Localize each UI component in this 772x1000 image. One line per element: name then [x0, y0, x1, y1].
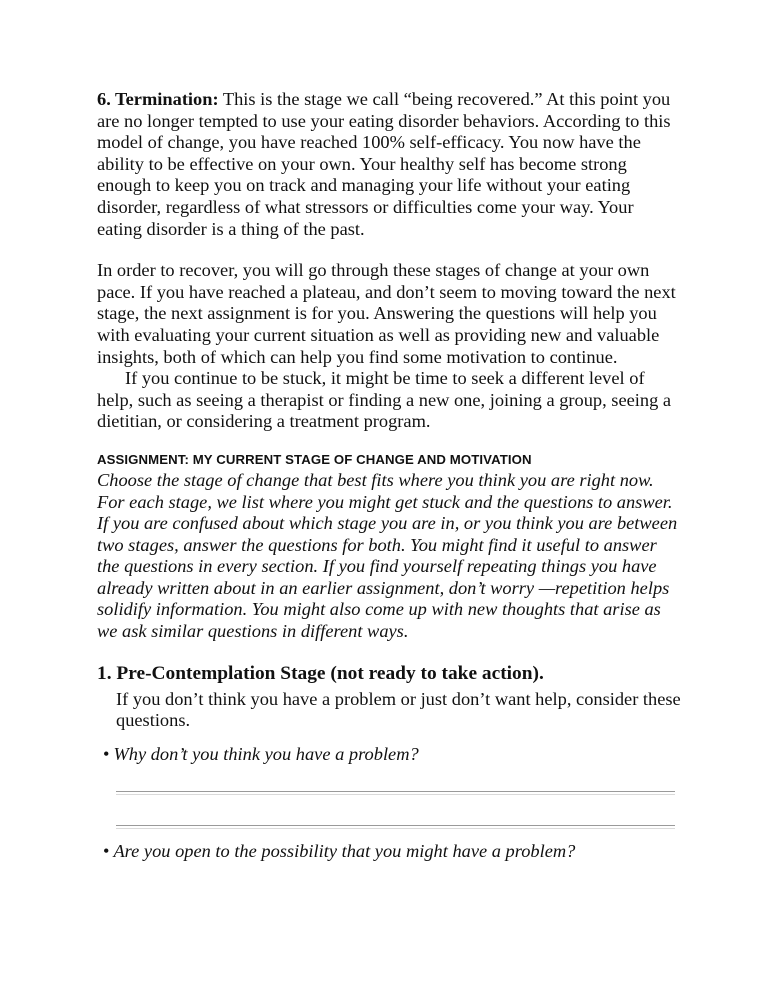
- assignment-instructions: Choose the stage of change that best fits where you think you are right now. For each stage, we list where you might get stuck and the questions to answer. If you are confused about which stage you are in, or you think you are between two stages, answer the questions for both. You might find it useful to answer the questions in every section. If you find yourself repeating things you have already written about in an earlier assignment, don’t worry —repetition helps solidify information. You might also come up with new thoughts that arise as we ask similar questions in different ways.: [97, 469, 678, 642]
- question-1-text: Why don’t you think you have a problem?: [113, 743, 419, 764]
- termination-label: 6. Termination:: [97, 89, 219, 109]
- assignment-heading: ASSIGNMENT: MY CURRENT STAGE OF CHANGE AND MOTIVATION: [97, 451, 532, 467]
- question-1: [103, 744, 682, 766]
- stuck-paragraph: If you continue to be stuck, it might be time to seek a different level of help, such as seeing a therapist or finding a new one, joining a group, seeing a dietitian, or considering a treatment program.: [97, 368, 672, 432]
- stage1-intro: If you don’t think you have a problem or just don’t want help, consider these questions.: [116, 688, 681, 731]
- termination-text: This is the stage we call “being recovered.” At this point you are no longer tempted to use your eating disorder behaviors. According to this model of change, you have reached 100% self-efficacy. You now have the ability to be effective on your own. Your healthy self has become strong enough to keep you on track and managing your life without your eating disorder, regardless of what stressors or difficulties come your way. Your eating disorder is a thing of the past.: [97, 89, 671, 239]
- recover-paragraph: In order to recover, you will go through these stages of change at your own pace. If you have reached a plateau, and don’t seem to moving toward the next stage, the next assignment is for you. Answering the questions will help you with evaluating your current situation as well as providing new and valuable insights, both of which can help you find some motivation to continue.: [97, 260, 676, 367]
- stage1-title: 1. Pre-Contemplation Stage (not ready to take action).: [97, 662, 544, 684]
- page-content: [97, 89, 682, 863]
- question-2-text: Are you open to the possibility that you might have a problem?: [113, 841, 576, 862]
- bullet-icon: •: [103, 841, 110, 862]
- question-2: [103, 841, 682, 863]
- termination-paragraph: [97, 89, 682, 240]
- bullet-icon: •: [103, 743, 110, 764]
